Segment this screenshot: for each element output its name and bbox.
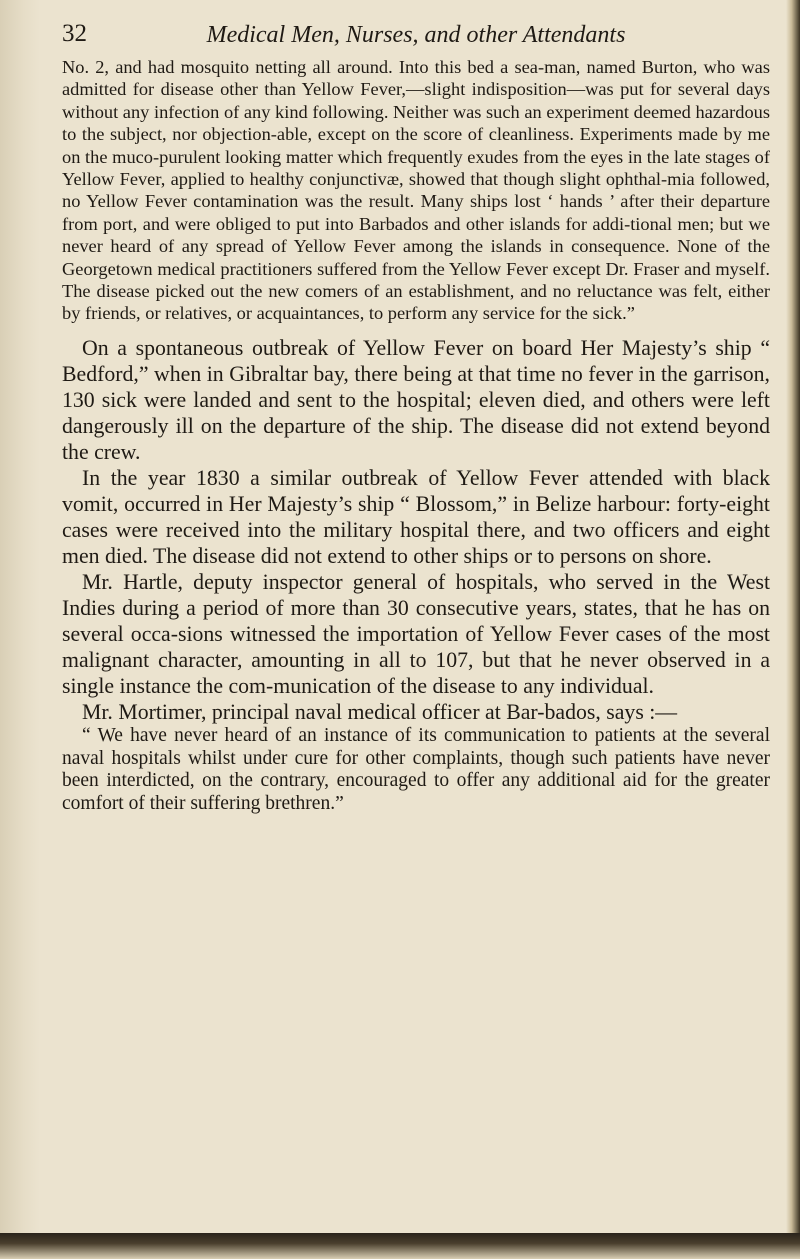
- page-gutter-left: [0, 0, 40, 1259]
- mortimer-quote: “ We have never heard of an instance of its communication to patients at the several naval hospitals whilst under cure for other complaints, though such patients have never been interdicted, on the contrary, encouraged to offer any additional aid for the greater comfort of their suffering brethren.”: [62, 724, 770, 815]
- paragraph-bedford: On a spontaneous outbreak of Yellow Fever on board Her Majesty’s ship “ Bedford,” when in Gibraltar bay, there being at that time no fever in the garrison, 130 sick were landed and sent to the hospital; eleven died, and others were left dangerously ill on the departure of the ship. The disease did not extend beyond the crew.: [62, 335, 770, 464]
- page-edge-right: [786, 0, 800, 1259]
- paragraph-hartle: Mr. Hartle, deputy inspector general of hospitals, who served in the West Indies during a period of more than 30 consecutive years, states, that he has on several occa-sions witnessed the importation of Yellow Fever cases of the most malignant character, amounting in all to 107, but that he never observed in a single instance the com-munication of the disease to any individual.: [62, 569, 770, 698]
- running-title: Medical Men, Nurses, and other Attendants: [206, 22, 626, 48]
- book-page: [62, 16, 770, 816]
- scan-bottom-edge: [0, 1233, 800, 1259]
- page-header: [62, 16, 770, 56]
- paragraph-blossom: In the year 1830 a similar outbreak of Yellow Fever attended with black vomit, occurred in Her Majesty’s ship “ Blossom,” in Belize harbour: forty-eight cases were received into the military hospital there, and two officers and eight men died. The disease did not extend to other ships or to persons on shore.: [62, 465, 770, 568]
- paragraph-mortimer: Mr. Mortimer, principal naval medical officer at Bar-bados, says :—: [82, 699, 678, 724]
- page-number: 32: [62, 20, 87, 47]
- quote-continuation: No. 2, and had mosquito netting all around. Into this bed a sea-man, named Burton, who was admitted for disease other than Yellow Fever,—slight indisposition—was put for several days without any infection of any kind following. Neither was such an experiment deemed hazardous to the subject, nor objection-able, except on the score of cleanliness. Experiments made by me on the muco-purulent looking matter which frequently exudes from the eyes in the late stages of Yellow Fever, applied to healthy conjunctivæ, showed that though slight ophthal-mia followed, no Yellow Fever contamination was the result. Many ships lost ‘ hands ’ after their departure from port, and were obliged to put into Barbados and other islands for addi-tional men; but we never heard of any spread of Yellow Fever among the islands in consequence. None of the Georgetown medical practitioners suffered from the Yellow Fever except Dr. Fraser and myself. The disease picked out the new comers of an establishment, and no reluctance was felt, either by friends, or relatives, or acquaintances, to perform any service for the sick.”: [62, 57, 770, 324]
